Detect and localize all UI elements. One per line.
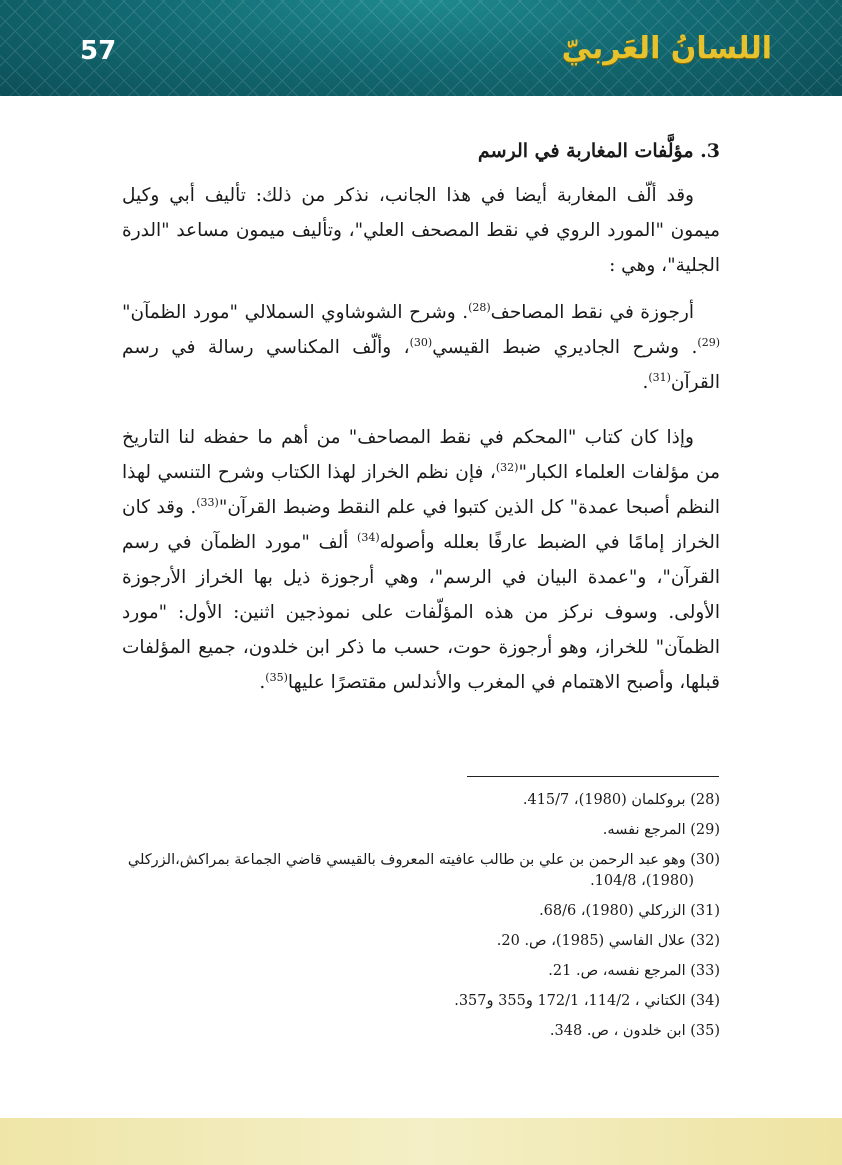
footnote-ref-35[interactable]: (35) xyxy=(265,670,288,684)
paragraph-2-text: . xyxy=(642,372,649,393)
paragraph-2-text: . وشرح الشوشاوي السملالي "مورد الظمآن" xyxy=(122,302,469,323)
footnote-35: (35) ابن خلدون ، ص. 348. xyxy=(549,1023,720,1039)
footnote-33: (33) المرجع نفسه، ص. 21. xyxy=(548,963,720,979)
paragraph-2 xyxy=(122,295,720,400)
footnote-ref-28[interactable]: (28) xyxy=(468,300,491,314)
footnotes xyxy=(122,790,720,1051)
footnote-ref-31[interactable]: (31) xyxy=(648,370,671,384)
footnote-divider xyxy=(467,776,719,777)
footnote-ref-32[interactable]: (32) xyxy=(495,460,519,474)
page-footer-band xyxy=(0,1118,842,1165)
section-heading: 3. مؤلَّفات المغاربة في الرسم xyxy=(477,140,720,162)
paragraph-3-text: . xyxy=(259,672,266,693)
paragraph-3-text: ، فإن نظم الخراز لهذا الكتاب وشرح التنسي لهذا النظم أصبحا عمدة" كل الذين كتبوا في علم النقط وضبط القرآن" xyxy=(122,462,720,518)
footnote-31: (31) الزركلي (1980)، 68/6. xyxy=(539,903,720,919)
footnote-ref-33[interactable]: (33) xyxy=(196,495,219,509)
footnote-ref-34[interactable]: (34) xyxy=(357,530,380,544)
page-number: 57 xyxy=(80,36,117,66)
footnote-30: (30) وهو عبد الرحمن بن علي بن طالب عافيته المعروف بالقيسي قاضي الجماعة بمراكش،الزركلي (1980)، 104/8. xyxy=(127,852,720,889)
article-body xyxy=(122,134,720,700)
paragraph-3-text: وإذا كان كتاب "المحكم في نقط المصاحف" من أهم ما حفظه لنا التاريخ من مؤلفات العلماء الكبار" xyxy=(122,427,720,483)
paragraph-3-text: ألف "مورد الظمآن في رسم القرآن"، و"عمدة البيان في الرسم"، وهي أرجوزة ذيل بها الخراز الأرجوزة الأولى. وسوف نركز من هذه المؤلّفات على نموذجين اثنين: الأول: "مورد الظمآن" للخراز، وهو أرجوزة حوت، حسب ما ذكر ابن خلدون، جميع المؤلفات قبلها، وأصبح الاهتمام في المغرب والأندلس مقتصرًا عليها xyxy=(122,532,720,693)
footnote-28: (28) بروكلمان (1980)، 415/7. xyxy=(522,792,720,808)
paragraph-3-text: . وقد كان الخراز إمامًا في الضبط عارفًا بعلله وأصوله xyxy=(122,497,720,553)
footnote-ref-29[interactable]: (29) xyxy=(697,335,720,349)
paragraph-1: وقد ألّف المغاربة أيضا في هذا الجانب، نذكر من ذلك: تأليف أبي وكيل ميمون "المورد الروي في نقط المصحف العلي"، وتأليف ميمون مساعد "الدرة الجلية"، وهي : xyxy=(122,185,720,276)
paragraph-2-text: ، وألّف المكناسي رسالة في رسم القرآن xyxy=(122,337,720,393)
paragraph-2-text: أرجوزة في نقط المصاحف xyxy=(490,302,695,323)
footnote-29: (29) المرجع نفسه. xyxy=(602,822,720,838)
journal-logo: اللسانُ العَربيّ xyxy=(561,31,772,66)
paragraph-2-text: . وشرح الجاديري ضبط القيسي xyxy=(432,337,698,358)
paragraph-3 xyxy=(122,420,720,700)
footnote-34: (34) الكتاني ، 114/2، 172/1 و355 و357. xyxy=(454,993,720,1009)
footnote-ref-30[interactable]: (30) xyxy=(409,335,433,349)
footnote-32: (32) علال الفاسي (1985)، ص. 20. xyxy=(496,933,720,949)
page-header xyxy=(0,0,842,96)
